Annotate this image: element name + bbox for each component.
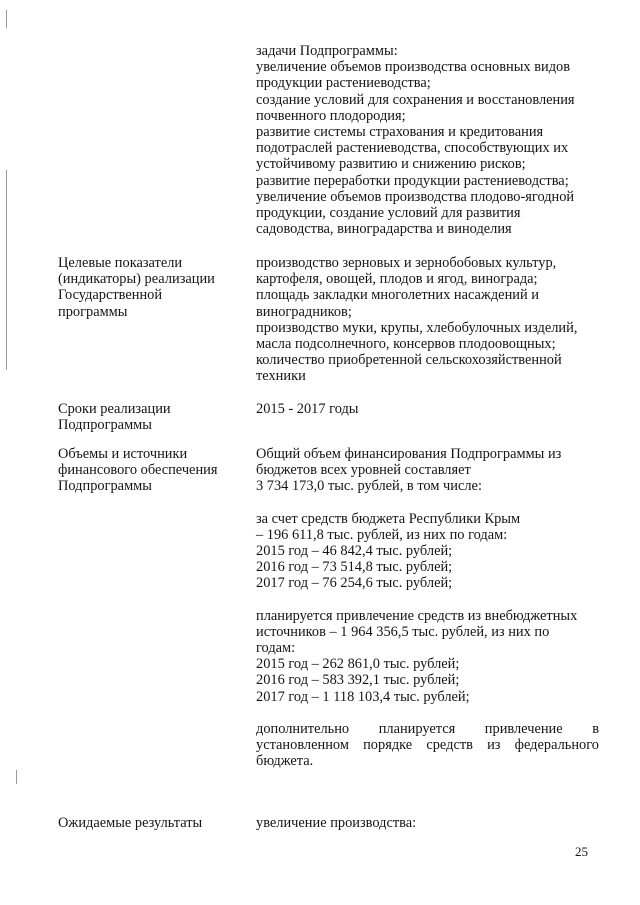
text-line: садоводства, виноградарства и виноделия <box>256 221 512 238</box>
text-line: картофеля, овощей, плодов и ягод, винограда; <box>256 271 538 288</box>
tasks-block <box>256 43 602 237</box>
text-line: 2015 - 2017 годы <box>256 401 359 417</box>
text-line: развитие переработки продукции растениеводства; <box>256 172 569 189</box>
row-label-results <box>58 815 238 831</box>
label-line: Объемы и источники <box>58 446 188 462</box>
text-line: развитие системы страхования и кредитования <box>256 124 544 141</box>
word: установленном <box>256 737 349 754</box>
paragraph-gap <box>256 592 602 608</box>
paragraph-gap <box>256 705 602 721</box>
word: дополнительно <box>256 720 350 737</box>
text-line: 3 734 173,0 тыс. рублей, в том числе: <box>256 478 482 495</box>
text-line: годам: <box>256 640 296 657</box>
label-line: Подпрограммы <box>58 417 152 434</box>
text-line: задачи Подпрограммы: <box>256 43 398 59</box>
page-number: 25 <box>575 844 588 859</box>
label-line: Ожидаемые результаты <box>58 815 203 831</box>
label-line: программы <box>58 303 128 320</box>
label-line: Целевые показатели <box>58 255 183 271</box>
word: привлечение <box>484 720 563 737</box>
word: из <box>487 737 501 754</box>
text-line: увеличение производства: <box>256 815 417 831</box>
word: средств <box>426 737 473 754</box>
text-line: создание условий для сохранения и восстановления <box>256 91 575 108</box>
label-line: (индикаторы) реализации <box>58 271 215 288</box>
text-line: увеличение объемов производства плодово-ягодной <box>256 188 575 205</box>
scan-mark <box>6 170 7 370</box>
indicators-block <box>256 255 602 385</box>
row-label-funding <box>58 446 238 495</box>
scan-mark <box>16 770 17 784</box>
justified-line <box>256 721 599 737</box>
text-line: продукции, создание условий для развития <box>256 205 521 222</box>
label-line: Сроки реализации <box>58 401 171 417</box>
text-line: 2017 год – 1 118 103,4 тыс. рублей; <box>256 688 470 705</box>
text-line: – 196 611,8 тыс. рублей, из них по годам: <box>256 526 508 543</box>
text-line: виноградников; <box>256 303 352 320</box>
label-line: Государственной <box>58 287 163 304</box>
text-line: почвенного плодородия; <box>256 107 406 124</box>
text-line: 2016 год – 73 514,8 тыс. рублей; <box>256 559 453 576</box>
word: в <box>592 720 599 737</box>
text-line: масла подсолнечного, консервов плодоовощных; <box>256 336 556 353</box>
row-label-period <box>58 401 238 433</box>
text-line: производство зерновых и зернобобовых культур, <box>256 255 557 271</box>
text-line: Общий объем финансирования Подпрограммы из <box>256 446 562 462</box>
text-line: источников – 1 964 356,5 тыс. рублей, из них по <box>256 623 550 640</box>
label-line: финансового обеспечения <box>58 462 218 479</box>
word: планируется <box>378 720 456 737</box>
text-line: увеличение объемов производства основных видов <box>256 59 571 76</box>
row-label-indicators <box>58 255 238 320</box>
text-line: 2015 год – 46 842,4 тыс. рублей; <box>256 543 453 560</box>
text-line: устойчивому развитию и снижению рисков; <box>256 156 526 173</box>
text-line: техники <box>256 368 306 385</box>
label-line: Подпрограммы <box>58 478 152 495</box>
text-line: производство муки, крупы, хлебобулочных изделий, <box>256 319 578 336</box>
text-line: бюджетов всех уровней составляет <box>256 462 471 479</box>
word: федерального <box>514 737 599 754</box>
results-block <box>256 815 602 831</box>
text-line: 2015 год – 262 861,0 тыс. рублей; <box>256 656 460 673</box>
text-line: количество приобретенной сельскохозяйственной <box>256 352 562 369</box>
text-line: бюджета. <box>256 753 314 770</box>
word: порядке <box>363 737 413 754</box>
scan-mark <box>6 10 7 28</box>
text-line: за счет средств бюджета Республики Крым <box>256 510 521 527</box>
text-line: подотраслей растениеводства, способствующих их <box>256 140 569 157</box>
text-line: продукции растениеводства; <box>256 75 431 92</box>
justified-line <box>256 737 599 753</box>
period-block <box>256 401 602 417</box>
funding-block <box>256 446 602 769</box>
text-line: 2016 год – 583 392,1 тыс. рублей; <box>256 672 460 689</box>
text-line: 2017 год – 76 254,6 тыс. рублей; <box>256 575 453 592</box>
paragraph-gap <box>256 495 602 511</box>
text-line: площадь закладки многолетних насаждений и <box>256 287 539 304</box>
text-line: планируется привлечение средств из внебюджетных <box>256 607 578 624</box>
